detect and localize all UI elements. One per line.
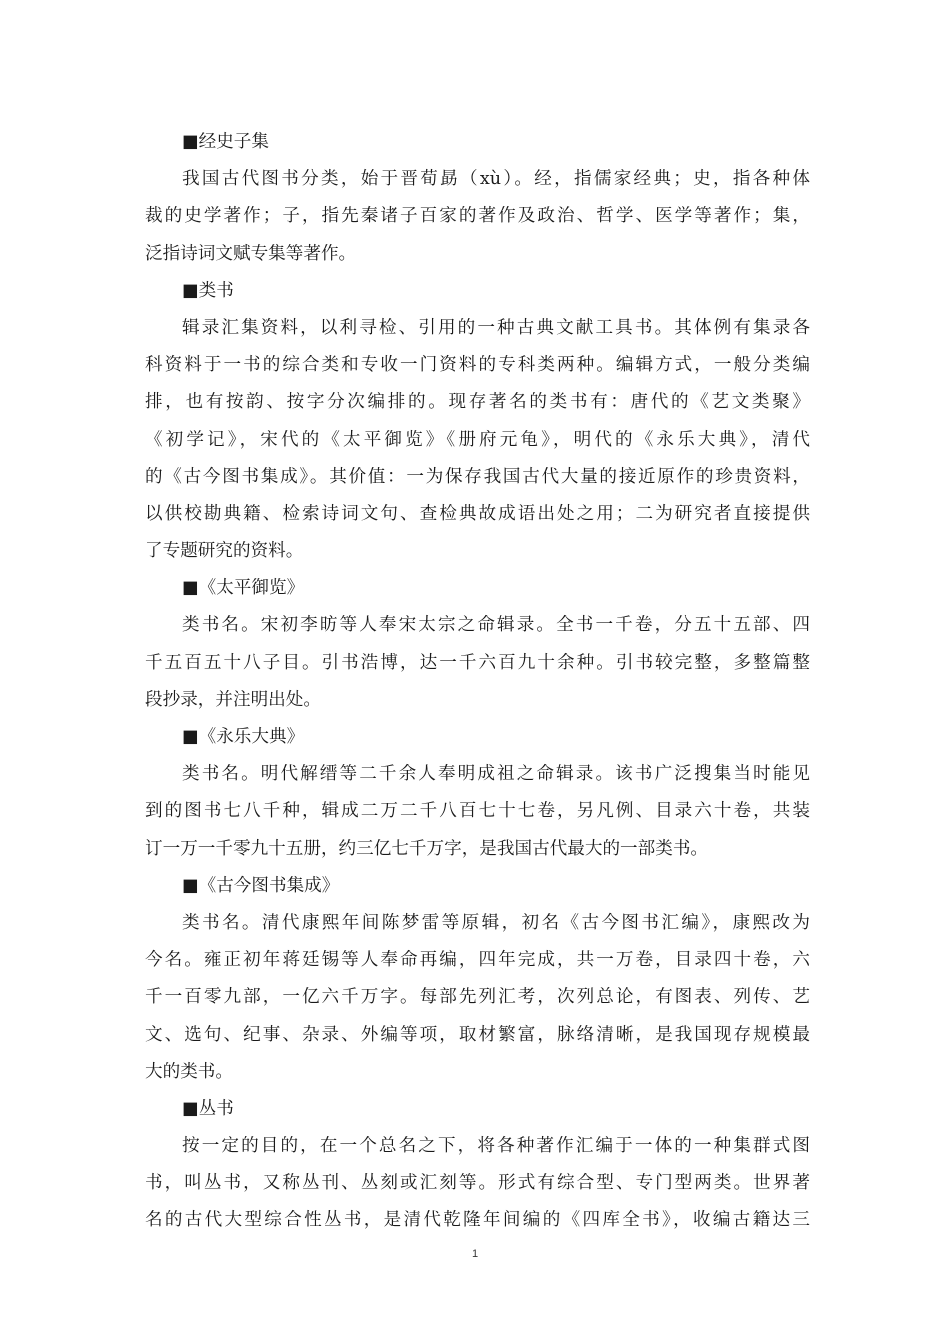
section-yongle-dadian [145,719,810,868]
paragraph-line: 段抄录，并注明出处。 [145,689,321,710]
paragraph-line: 裁的史学著作；子，指先秦诸子百家的著作及政治、哲学、医学等著作；集， [145,206,810,227]
page-number: 1 [471,1248,479,1260]
section-heading: ■《太平御览》 [182,578,305,599]
section-jing-shi-zi-ji [145,124,810,273]
paragraph-line: 大的类书。 [145,1061,233,1082]
document-body [145,124,810,1240]
section-heading: ■丛书 [182,1098,234,1119]
paragraph-line: 书，叫丛书，又称丛刊、丛刻或汇刻等。形式有综合型、专门型两类。世界著 [145,1173,810,1194]
paragraph-line: 科资料于一书的综合类和专收一门资料的专科类两种。编辑方式，一般分类编 [145,355,810,376]
paragraph-line: 我国古代图书分类，始于晋荀勗（xù）。经，指儒家经典；史，指各种体 [182,169,810,190]
paragraph-line: 千五百五十八子目。引书浩博，达一千六百九十余种。引书较完整，多整篇整 [145,652,810,673]
paragraph-line: 名的古代大型综合性丛书，是清代乾隆年间编的《四库全书》，收编古籍达三 [145,1210,810,1231]
paragraph-line: 到的图书七八千种，辑成二万二千八百七十七卷，另凡例、目录六十卷，共装 [145,801,810,822]
paragraph-line: 泛指诗词文赋专集等著作。 [145,243,357,264]
paragraph-line: 排，也有按韵、按字分次编排的。现存著名的类书有：唐代的《艺文类聚》 [145,392,810,413]
paragraph-line: 的《古今图书集成》。其价值：一为保存我国古代大量的接近原作的珍贵资料， [145,466,810,487]
paragraph-line: 类书名。宋初李昉等人奉宋太宗之命辑录。全书一千卷，分五十五部、四 [182,615,810,636]
section-heading: ■《永乐大典》 [182,727,305,747]
paragraph-line: 《初学记》，宋代的《太平御览》《册府元龟》，明代的《永乐大典》，清代 [145,429,810,450]
paragraph-line: 今名。雍正初年蒋廷锡等人奉命再编，四年完成，共一万卷，目录四十卷，六 [145,950,810,971]
paragraph-line: 以供校勘典籍、检索诗词文句、查检典故成语出处之用；二为研究者直接提供 [145,503,810,524]
paragraph-line: 了专题研究的资料。 [145,541,304,562]
section-heading: ■《古今图书集成》 [182,875,340,896]
paragraph-line: 类书名。明代解缙等二千余人奉明成祖之命辑录。该书广泛搜集当时能见 [182,764,810,785]
section-taiping-yulan [145,570,810,719]
section-heading: ■类书 [182,280,234,301]
section-heading: ■经史子集 [182,132,269,152]
paragraph-line: 按一定的目的，在一个总名之下，将各种著作汇编于一体的一种集群式图 [182,1136,810,1157]
paragraph-line: 类书名。清代康熙年间陈梦雷等原辑，初名《古今图书汇编》，康熙改为 [182,912,810,933]
section-cong-shu [145,1091,810,1240]
section-lei-shu [145,273,810,571]
paragraph-line: 千一百零九部，一亿六千万字。每部先列汇考，次列总论，有图表、列传、艺 [145,987,810,1008]
paragraph-line: 辑录汇集资料，以利寻检、引用的一种古典文献工具书。其体例有集录各 [182,317,810,338]
section-gujin-tushu-jicheng [145,868,810,1091]
paragraph-line: 订一万一千零九十五册，约三亿七千万字，是我国古代最大的一部类书。 [145,838,709,859]
paragraph-line: 文、选句、纪事、杂录、外编等项，取材繁富，脉络清晰，是我国现存规模最 [145,1024,810,1045]
